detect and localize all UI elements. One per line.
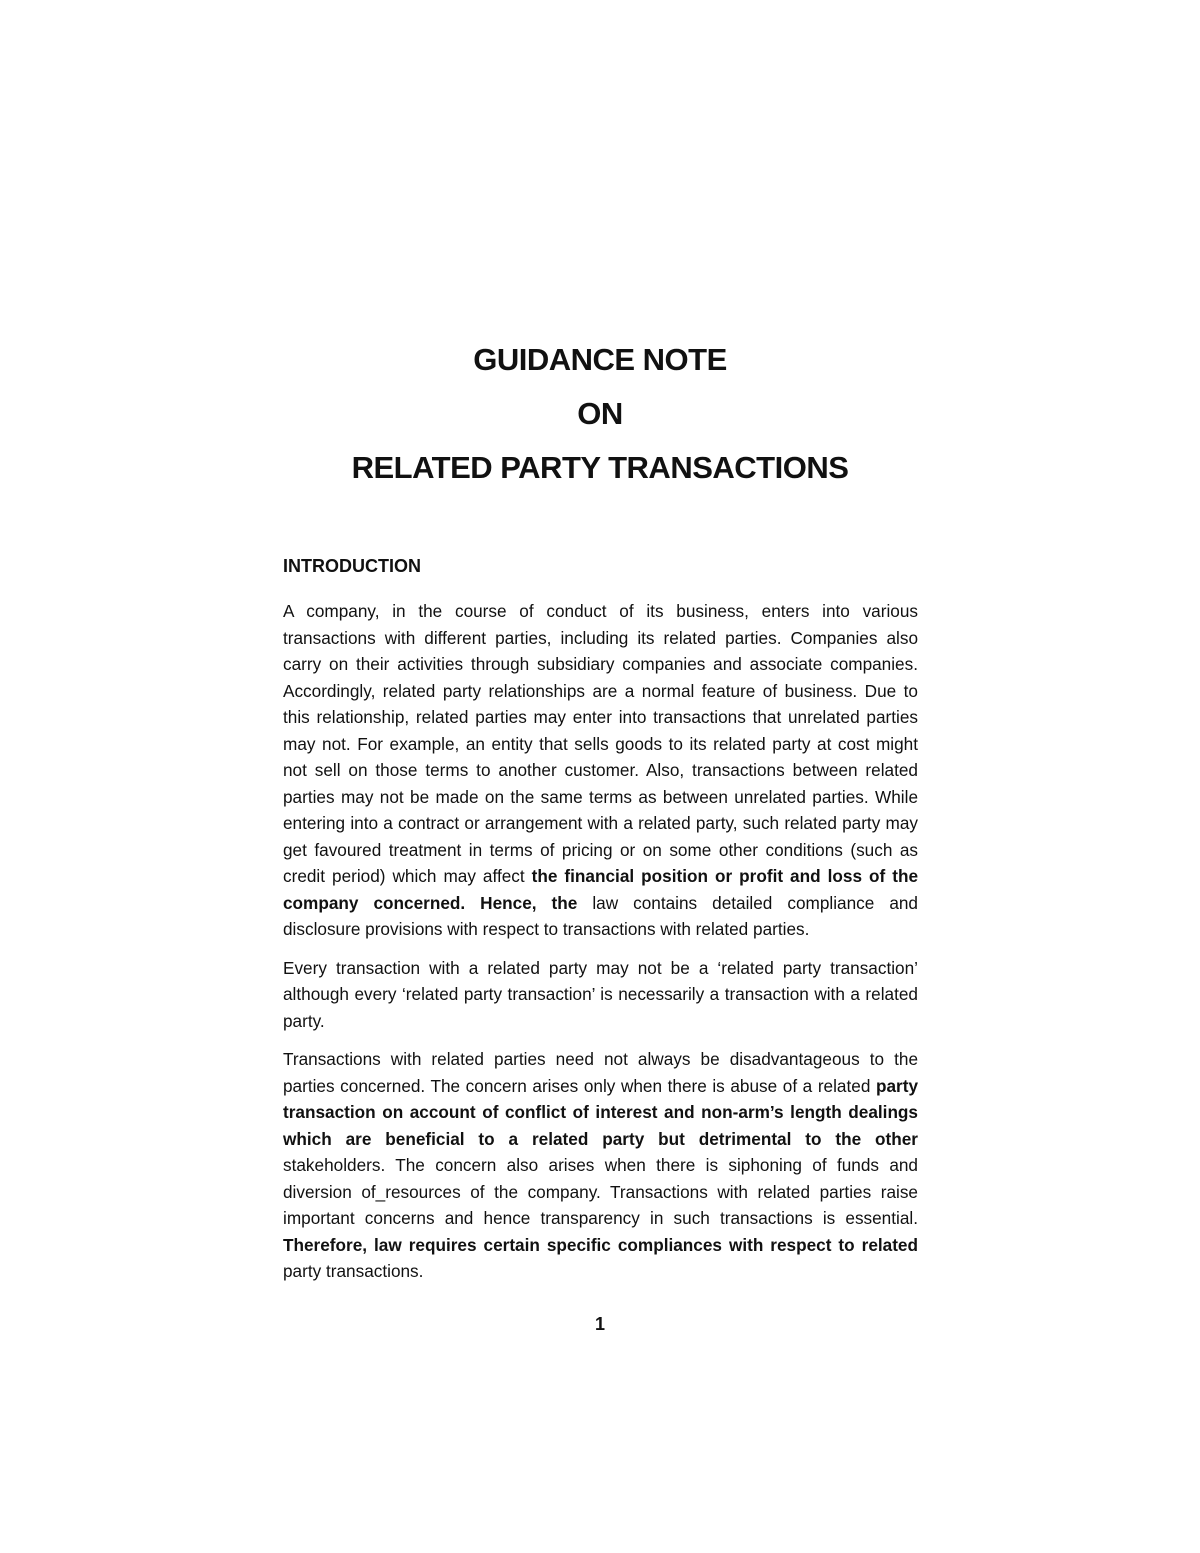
title-line-2: ON [577,396,623,431]
document-title [0,333,1200,495]
paragraph-3-bold-text-1: party transaction on account of conflict of interest and non-arm’s length dealings which are beneficial to a related party but detrimental to the other [283,1075,918,1149]
paragraph-3-text-c: party transactions. [283,1261,424,1281]
paragraph-3-text-b: stakeholders. The concern also arises when there is siphoning of funds and diversion of_resources of the company. Transactions with related parties raise important concerns and hence transparency in such transactions is essential. [283,1155,918,1228]
paragraph-1-bold-text: the financial position or profit and loss of the company concerned. Hence, the [283,866,918,913]
page-number: 1 [594,1314,605,1334]
document-body [283,548,918,1297]
title-line-1: GUIDANCE NOTE [473,342,727,377]
paragraph-3 [283,1046,918,1285]
paragraph-1 [283,598,918,943]
paragraph-1-text-b: law contains detailed compliance and disclosure provisions with respect to transactions with related parties. [283,892,918,939]
section-heading-introduction: INTRODUCTION [283,556,421,576]
paragraph-1-text-a: A company, in the course of conduct of its business, enters into various transactions with different parties, including its related parties. Companies also carry on their activities through subsidiary companies and associate companies. Accordingly, related party relationships are a normal feature of business. Due to this relationship, related parties may enter into transactions that unrelated parties may not. For example, an entity that sells goods to its related party at cost might not sell on those terms to another customer. Also, transactions between related parties may not be made on the same terms as between unrelated parties. While entering into a contract or arrangement with a related party, such related party may get favoured treatment in terms of pricing or on some other conditions (such as credit period) which may affect [283,601,918,886]
paragraph-3-text-a: Transactions with related parties need not always be disadvantageous to the parties concerned. The concern arises only when there is abuse of a related [283,1049,918,1096]
paragraph-2: Every transaction with a related party may not be a ‘related party transaction’ although every ‘related party transaction’ is necessarily a transaction with a related party. [283,957,918,1031]
title-line-3: RELATED PARTY TRANSACTIONS [351,450,849,485]
paragraph-3-bold-text-2: Therefore, law requires certain specific compliances with respect to related [283,1234,918,1255]
